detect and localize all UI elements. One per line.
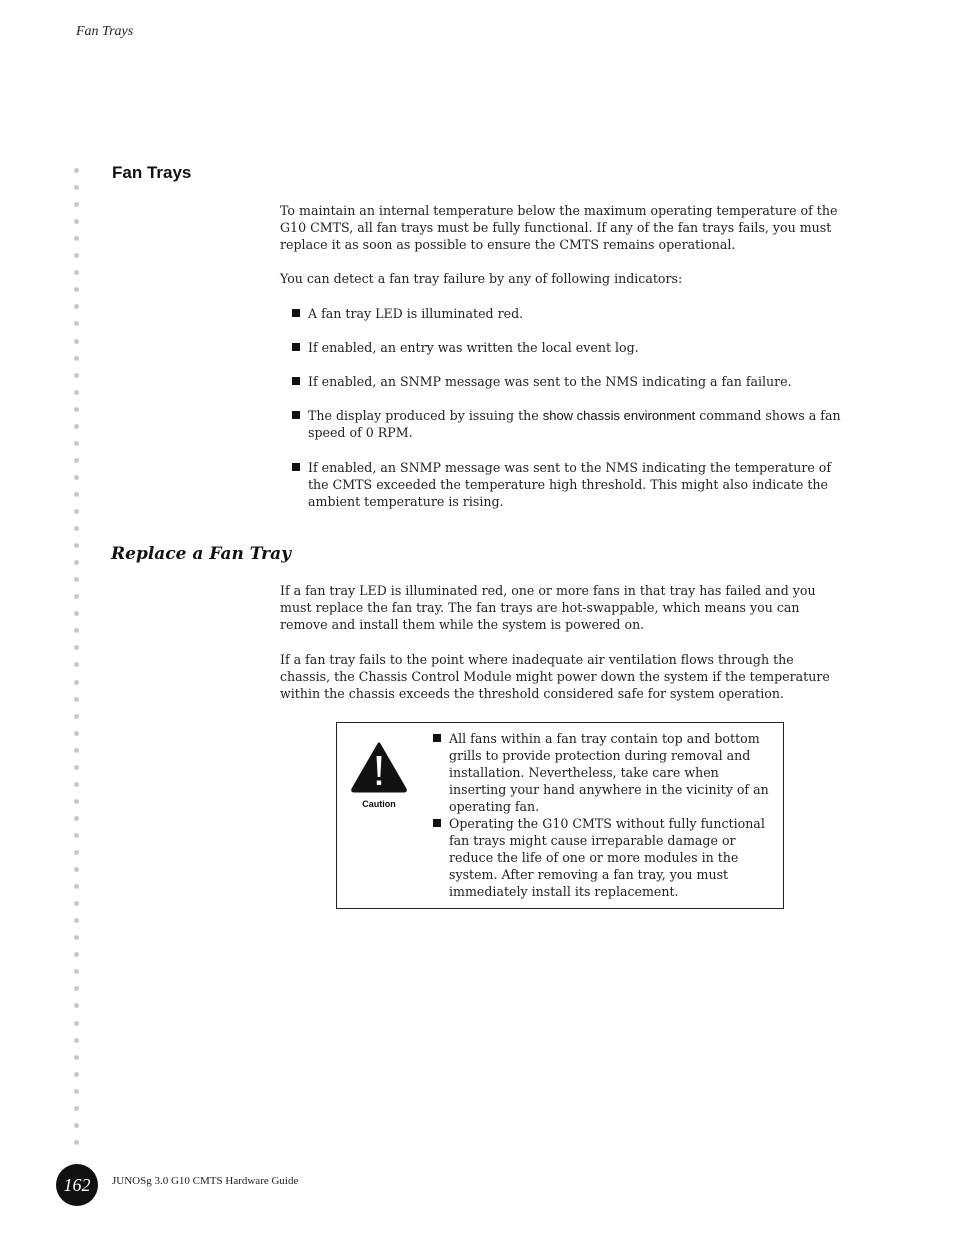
margin-dot xyxy=(74,1021,79,1026)
margin-dot xyxy=(74,253,79,258)
margin-dot xyxy=(74,918,79,923)
margin-dot xyxy=(74,424,79,429)
margin-dot xyxy=(74,1089,79,1094)
indicator-text xyxy=(308,407,842,441)
replace-paragraph: If a fan tray LED is illuminated red, one or more fans in that tray has failed and you must replace the fan tray. The fan trays are hot-swappable, which means you can remove and install them while the system is powered on. xyxy=(280,583,816,632)
margin-dot xyxy=(74,577,79,582)
margin-dot xyxy=(74,407,79,412)
bullet-square-icon xyxy=(292,377,300,385)
margin-dot xyxy=(74,628,79,633)
margin-dot xyxy=(74,850,79,855)
margin-dot xyxy=(74,969,79,974)
indicator-text: If enabled, an entry was written the local event log. xyxy=(308,340,639,355)
running-header: Fan Trays xyxy=(76,24,134,39)
margin-dot xyxy=(74,1003,79,1008)
margin-dot xyxy=(74,884,79,889)
margin-dot xyxy=(74,458,79,463)
margin-dot xyxy=(74,543,79,548)
margin-dot xyxy=(74,475,79,480)
bullet-square-icon xyxy=(433,734,441,742)
caution-triangle-icon xyxy=(350,741,408,793)
margin-dot xyxy=(74,185,79,190)
margin-dot xyxy=(74,731,79,736)
margin-dot xyxy=(74,935,79,940)
command-text: show chassis environment xyxy=(542,408,696,423)
margin-dot xyxy=(74,219,79,224)
margin-dot xyxy=(74,645,79,650)
caution-icon-wrap xyxy=(349,741,409,809)
margin-dot xyxy=(74,611,79,616)
indicator-list-item xyxy=(292,339,842,356)
indicator-text: If enabled, an SNMP message was sent to the NMS indicating a fan failure. xyxy=(308,374,792,389)
margin-dot xyxy=(74,1072,79,1077)
margin-dot xyxy=(74,662,79,667)
margin-dot xyxy=(74,816,79,821)
bullet-square-icon xyxy=(292,463,300,471)
margin-dot xyxy=(74,901,79,906)
caution-list-item xyxy=(433,815,778,900)
bullet-square-icon xyxy=(292,411,300,419)
indicator-text-after: command shows a fan speed of 0 RPM. xyxy=(308,408,841,440)
margin-dot xyxy=(74,270,79,275)
ventilation-paragraph: If a fan tray fails to the point where inadequate air ventilation flows through the chassis, the Chassis Control Module might power down the system if the temperature within the chassis exceeds the threshold considered safe for system operation. xyxy=(280,652,830,701)
margin-dot xyxy=(74,714,79,719)
margin-dot xyxy=(74,390,79,395)
margin-dot xyxy=(74,799,79,804)
margin-dot xyxy=(74,356,79,361)
page-number: 162 xyxy=(56,1164,98,1206)
indicator-text: A fan tray LED is illuminated red. xyxy=(308,306,524,321)
caution-label: Caution xyxy=(362,799,396,809)
margin-dot xyxy=(74,441,79,446)
detect-paragraph: You can detect a fan tray failure by any of following indicators: xyxy=(280,271,683,286)
margin-dot xyxy=(74,1038,79,1043)
margin-dot xyxy=(74,236,79,241)
bullet-square-icon xyxy=(292,343,300,351)
margin-dot xyxy=(74,1123,79,1128)
caution-box xyxy=(336,722,784,909)
bullet-square-icon xyxy=(292,309,300,317)
margin-dot xyxy=(74,594,79,599)
margin-dot xyxy=(74,833,79,838)
margin-dot xyxy=(74,526,79,531)
margin-dot xyxy=(74,867,79,872)
caution-list-item xyxy=(433,730,778,815)
margin-dot xyxy=(74,1140,79,1145)
margin-dot xyxy=(74,287,79,292)
margin-dot xyxy=(74,680,79,685)
caution-text: All fans within a fan tray contain top and bottom grills to provide protection during removal and installation. Nevertheless, take care when inserting your hand anywhere in the vicinity of an operating fan. xyxy=(449,731,769,814)
caution-text: Operating the G10 CMTS without fully functional fan trays might cause irreparable damage or reduce the life of one or more modules in the system. After removing a fan tray, you must immediately install its replacement. xyxy=(449,816,765,899)
margin-dot xyxy=(74,986,79,991)
margin-dot xyxy=(74,782,79,787)
margin-dot xyxy=(74,339,79,344)
margin-dot xyxy=(74,748,79,753)
indicator-text: If enabled, an SNMP message was sent to the NMS indicating the temperature of the CMTS exceeded the temperature high threshold. This might also indicate the ambient temperature is rising. xyxy=(308,460,832,509)
section-title: Fan Trays xyxy=(112,163,192,182)
footer-book-title: JUNOSg 3.0 G10 CMTS Hardware Guide xyxy=(112,1175,299,1187)
subsection-title: Replace a Fan Tray xyxy=(111,544,292,564)
margin-dot xyxy=(74,1055,79,1060)
intro-paragraph: To maintain an internal temperature below the maximum operating temperature of the G10 CMTS, all fan trays must be fully functional. If any of the fan trays fails, you must replace it as soon as possible to ensure the CMTS remains operational. xyxy=(280,203,838,252)
margin-dot xyxy=(74,509,79,514)
indicator-list-item xyxy=(292,373,842,390)
indicator-list-item xyxy=(292,459,842,510)
bullet-square-icon xyxy=(433,819,441,827)
margin-dot xyxy=(74,765,79,770)
margin-dot xyxy=(74,304,79,309)
margin-dot xyxy=(74,1106,79,1111)
margin-dot xyxy=(74,492,79,497)
indicator-list-item xyxy=(292,407,842,441)
margin-dot xyxy=(74,168,79,173)
margin-dot xyxy=(74,202,79,207)
margin-dot xyxy=(74,697,79,702)
margin-dot xyxy=(74,952,79,957)
margin-dot xyxy=(74,373,79,378)
margin-dot xyxy=(74,560,79,565)
indicator-list-item xyxy=(292,305,842,322)
indicator-text-before: The display produced by issuing the xyxy=(308,408,543,423)
margin-dot xyxy=(74,321,79,326)
